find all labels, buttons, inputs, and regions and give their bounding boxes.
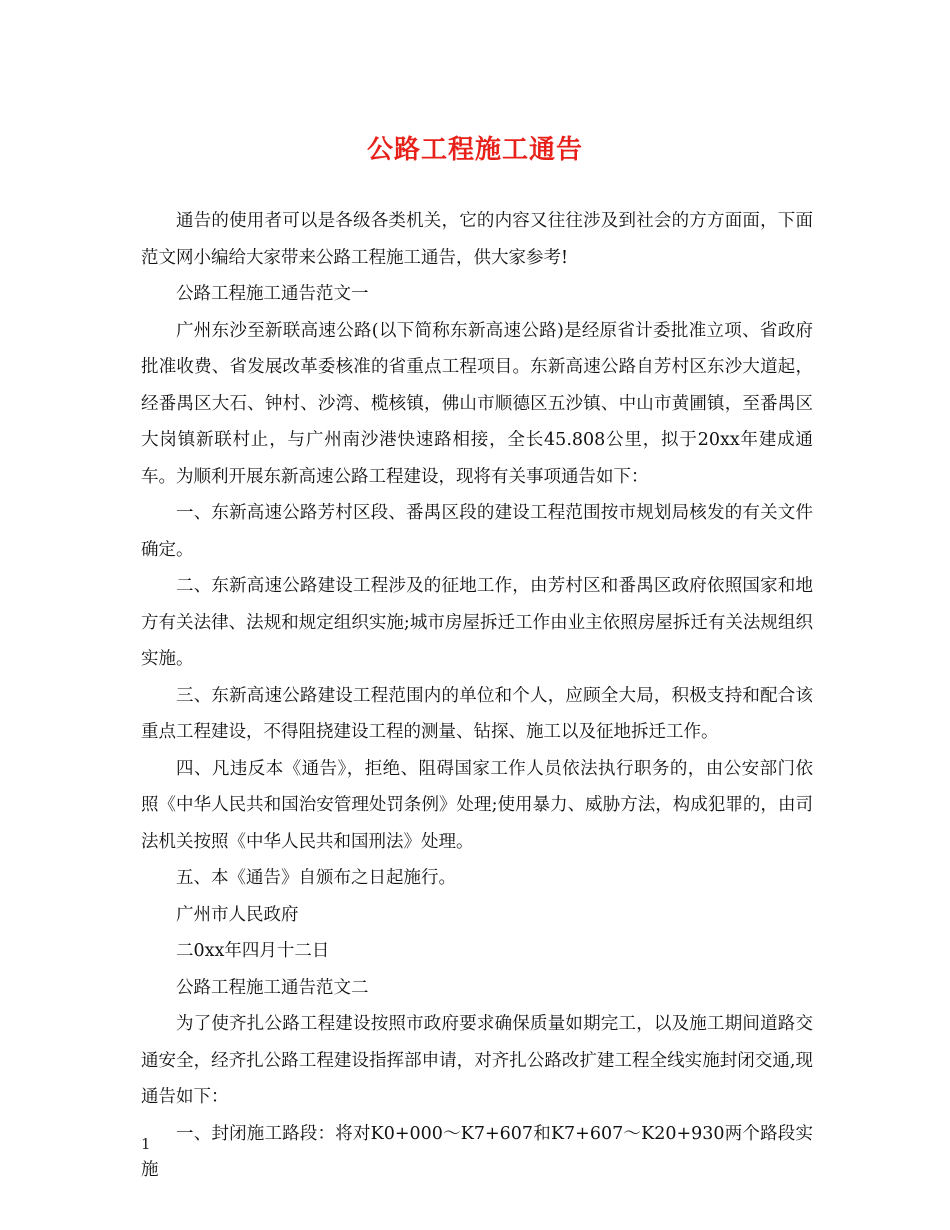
- notice-item-three: 三、东新高速公路建设工程范围内的单位和个人，应顾全大局，积极支持和配合该重点工程建设，不得阻挠建设工程的测量、钻探、施工以及征地拆迁工作。: [141, 685, 813, 742]
- notice-item-one: 一、东新高速公路芳村区段、番禺区段的建设工程范围按市规划局核发的有关文件确定。: [141, 503, 813, 560]
- sample-two-item-one: 一、封闭施工路段：将对K0+000～K7+607和K7+607～K20+930两个路段实施: [141, 1123, 813, 1180]
- document-title: 公路工程施工通告: [366, 135, 583, 165]
- section-heading-sample-one: 公路工程施工通告范文一: [176, 284, 369, 304]
- notice-item-four: 四、凡违反本《通告》，拒绝、阻碍国家工作人员依法执行职务的，由公安部门依照《中华人民共和国治安管理处罚条例》处理;使用暴力、威胁方法，构成犯罪的，由司法机关按照《中华人民共和国刑法》处理。: [141, 758, 813, 852]
- page-number: 1: [141, 1135, 151, 1153]
- document-body: [141, 203, 813, 1189]
- notice-item-five: 五、本《通告》自颁布之日起施行。: [176, 868, 456, 888]
- intro-paragraph: 通告的使用者可以是各级各类机关，它的内容又往往涉及到社会的方方面面，下面范文网小编给大家带来公路工程施工通告，供大家参考!: [141, 211, 813, 268]
- issuer-name: 广州市人民政府: [176, 904, 299, 925]
- section-heading-sample-two: 公路工程施工通告范文二: [176, 977, 369, 998]
- sample-two-intro-paragraph: 为了使齐扎公路工程建设按照市政府要求确保质量如期完工，以及施工期间道路交通安全，经齐扎公路工程建设指挥部申请，对齐扎公路改扩建工程全线实施封闭交通,现通告如下：: [141, 1014, 813, 1107]
- notice-item-two: 二、东新高速公路建设工程涉及的征地工作，由芳村区和番禺区政府依照国家和地方有关法律、法规和规定组织实施;城市房屋拆迁工作由业主依照房屋拆迁有关法规组织实施。: [141, 576, 813, 669]
- project-description-paragraph: 广州东沙至新联高速公路(以下简称东新高速公路)是经原省计委批准立项、省政府批准收费、省发展改革委核准的省重点工程项目。东新高速公路自芳村区东沙大道起，经番禺区大石、钟村、沙湾、榄核镇，佛山市顺德区五沙镇、中山市黄圃镇，至番禺区大岗镇新联村止，与广州南沙港快速路相接，全长45.808公里，拟于20xx年建成通车。为顺利开展东新高速公路工程建设，现将有关事项通告如下：: [141, 320, 813, 487]
- issue-date: 二0xx年四月十二日: [176, 941, 330, 961]
